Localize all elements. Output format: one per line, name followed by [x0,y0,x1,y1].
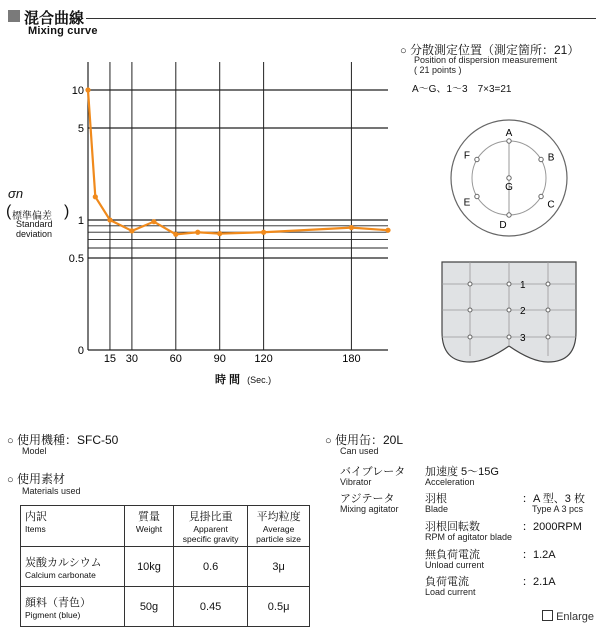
x-tick-labels [104,353,361,365]
series-point [173,232,178,237]
level-point [468,335,472,339]
spec-acceleration-en: Acceleration [425,477,475,487]
header-weight: 質量 Weight [125,506,174,547]
spec-blade-value-en: Type A 3 pcs [532,504,584,514]
measure-point-label: B [547,152,555,164]
series-point [107,217,112,222]
series-points [85,87,390,237]
materials-en: Materials used [22,486,81,496]
spec-unload: 無負荷電流 [425,549,480,561]
measure-point [539,157,543,161]
enlarge-link[interactable] [542,610,594,623]
y-tick-label: 1 [77,215,84,227]
y-tick-labels [69,85,84,357]
series-point [261,230,266,235]
materials-label-text: 使用素材 [17,472,66,486]
measure-point-label: G [505,182,513,193]
row-item: 炭酸カルシウム Calcium carbonate [21,547,125,587]
row-gravity: 0.6 [174,547,248,587]
chart-grid [88,62,388,350]
page-subtitle: Mixing curve [28,25,98,37]
spec-load-value: ：2.1A [522,576,556,588]
spec-vibrator: バイブレータ [340,466,406,478]
x-tick-label: 90 [213,353,226,365]
bullet-icon: ○ [325,435,332,447]
level-point [507,282,511,286]
series-line [88,90,388,234]
materials-table [20,505,310,627]
level-point [546,335,550,339]
can-label-text: 使用缶：20L [335,433,404,447]
enlarge-label: Enlarge [556,611,594,623]
spec-rpm: 羽根回転数 [425,521,480,533]
level-label: 2 [520,306,526,317]
spec-vibrator-en: Vibrator [340,477,372,487]
spec-unload-value: ：1.2A [522,549,556,561]
materials-label [7,470,65,487]
x-tick-label: 180 [342,353,361,365]
x-axis-unit: (Sec.) [247,375,272,385]
row-gravity: 0.45 [174,587,248,627]
spec-load-en: Load current [425,587,476,597]
spec-unload-en: Unload current [425,560,485,570]
dispersion-formula: A～G、1～3 7×3=21 [412,84,512,95]
dispersion-title-text: 分散測定位置（測定箇所：21） [410,43,580,57]
header-size: 平均粒度 Average particle size [248,506,310,547]
level-label: 3 [520,333,526,344]
row-item: 顔料（青色） Pigment (blue) [21,587,125,627]
row-weight: 50g [125,587,174,627]
measure-point [539,194,543,198]
row-size: 3μ [248,547,310,587]
spec-agitator: アジテータ [340,493,395,505]
spec-load: 負荷電流 [425,576,469,588]
level-point [546,282,550,286]
level-point [507,308,511,312]
header-gravity: 見掛比重 Apparent specific gravity [174,506,248,547]
x-axis-label [215,371,271,387]
measure-point-label: A [505,128,513,139]
y-tick-label: 0 [77,345,84,357]
series-point [385,228,390,233]
spec-acceleration: 加速度 5～15G [425,466,499,478]
bullet-icon: ○ [7,435,14,447]
row-weight: 10kg [125,547,174,587]
y-axis-bracket-right: ) [64,203,70,220]
spec-rpm-value: ：2000RPM [522,521,582,533]
series-point [85,87,90,92]
x-tick-label: 60 [169,353,182,365]
series-point [195,230,200,235]
level-point [468,308,472,312]
table-row [21,547,310,587]
y-axis-label-en-2: deviation [16,229,53,239]
y-axis-bracket-left: ( [6,203,12,220]
y-tick-label: 10 [71,85,84,97]
series-point [151,219,156,224]
circle-points [464,128,555,231]
measure-point-label: E [463,197,471,209]
measure-point-label: F [463,150,471,162]
spec-rpm-en: RPM of agitator blade [425,532,513,542]
enlarge-icon [542,610,553,621]
model-en: Model [22,446,47,456]
x-axis-label-text: 時 間 [215,374,241,386]
y-axis-label-en-1: Standard [16,219,53,229]
series-point [129,228,134,233]
bullet-icon: ○ [7,474,14,486]
dispersion-en-2: ( 21 points ) [414,65,462,75]
header-items: 内訳 Items [21,506,125,547]
y-tick-label: 5 [77,123,84,135]
measure-point [475,194,479,198]
measure-point-label: C [547,199,555,211]
measure-point [475,157,479,161]
row-size: 0.5μ [248,587,310,627]
series-point [349,225,354,230]
dispersion-en-1: Position of dispersion measurement [414,55,558,65]
dispersion-diagram [420,100,600,380]
measure-point-label: D [499,220,507,231]
measure-point [507,213,511,217]
spec-agitator-en: Mixing agitator [340,504,399,514]
spec-blade-value: ：A 型、3 枚 [522,493,585,505]
y-axis-symbol: σn [8,186,24,201]
page-title: 混合曲線 [24,10,85,27]
level-point [468,282,472,286]
x-tick-label: 30 [125,353,139,365]
table-header-row [21,506,310,547]
level-label: 1 [520,280,526,291]
spec-blade: 羽根 [425,493,447,505]
series-point [217,231,222,236]
level-point [546,308,550,312]
y-tick-label: 0.5 [68,253,84,265]
x-tick-label: 120 [254,353,273,365]
can-en: Can used [340,446,379,456]
bullet-icon: ○ [400,45,407,57]
table-row [21,587,310,627]
measure-point [507,139,511,143]
level-point [507,335,511,339]
measure-point [507,176,511,180]
model-label-text: 使用機種：SFC-50 [17,433,119,447]
spec-blade-en: Blade [425,504,449,514]
y-axis-label-ja: 標準偏差 [12,211,52,222]
series-point [93,194,98,199]
x-tick-label: 15 [103,353,117,365]
